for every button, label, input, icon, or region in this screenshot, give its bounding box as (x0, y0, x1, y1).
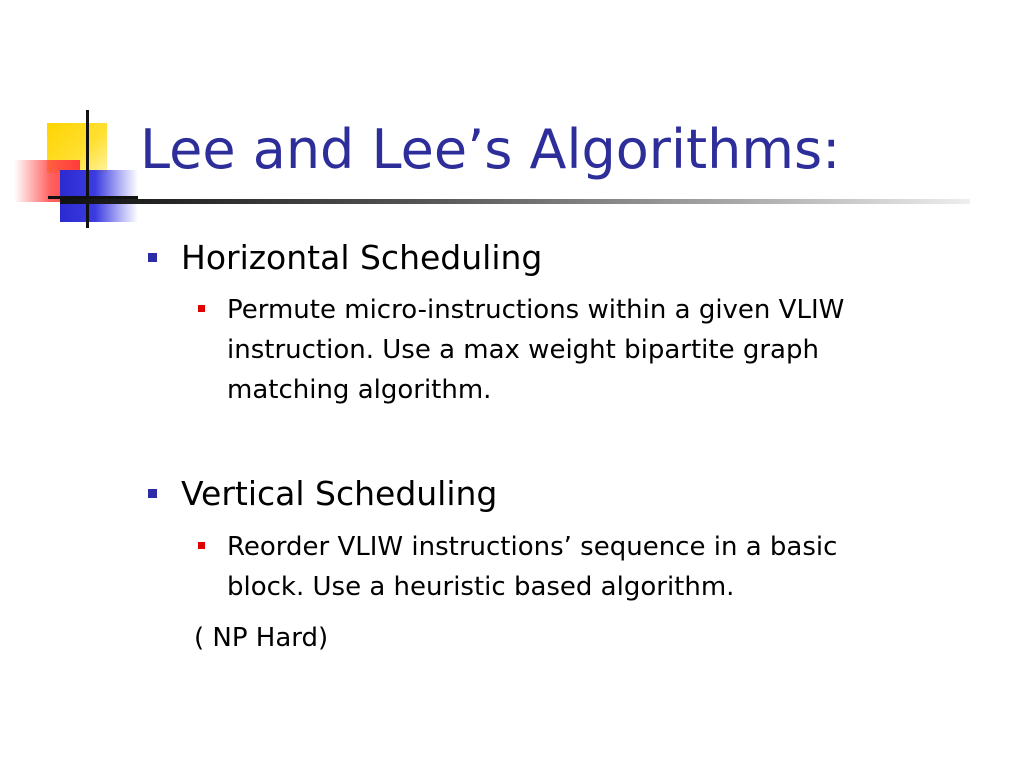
square-bullet-icon (148, 253, 157, 262)
slide-title: Lee and Lee’s Algorithms: (140, 118, 841, 181)
square-bullet-icon (148, 489, 157, 498)
square-bullet-icon (198, 542, 205, 549)
sub-bullet-line: block. Use a heuristic based algorithm. (227, 572, 735, 602)
sub-bullet-line: Permute micro-instructions within a given VLIW (227, 295, 845, 325)
decorative-logo (0, 100, 150, 240)
bullet-label: Horizontal Scheduling (181, 238, 543, 277)
sub-bullet-line: Reorder VLIW instructions’ sequence in a basic (227, 532, 838, 562)
vertical-line-shape (86, 110, 89, 228)
sub-bullet-line: instruction. Use a max weight bipartite graph (227, 335, 819, 365)
square-bullet-icon (198, 305, 205, 312)
sub-bullet-line: matching algorithm. (227, 375, 492, 405)
bullet-label: Vertical Scheduling (181, 474, 498, 513)
title-underline (60, 199, 970, 204)
np-hard-note: ( NP Hard) (194, 623, 329, 653)
